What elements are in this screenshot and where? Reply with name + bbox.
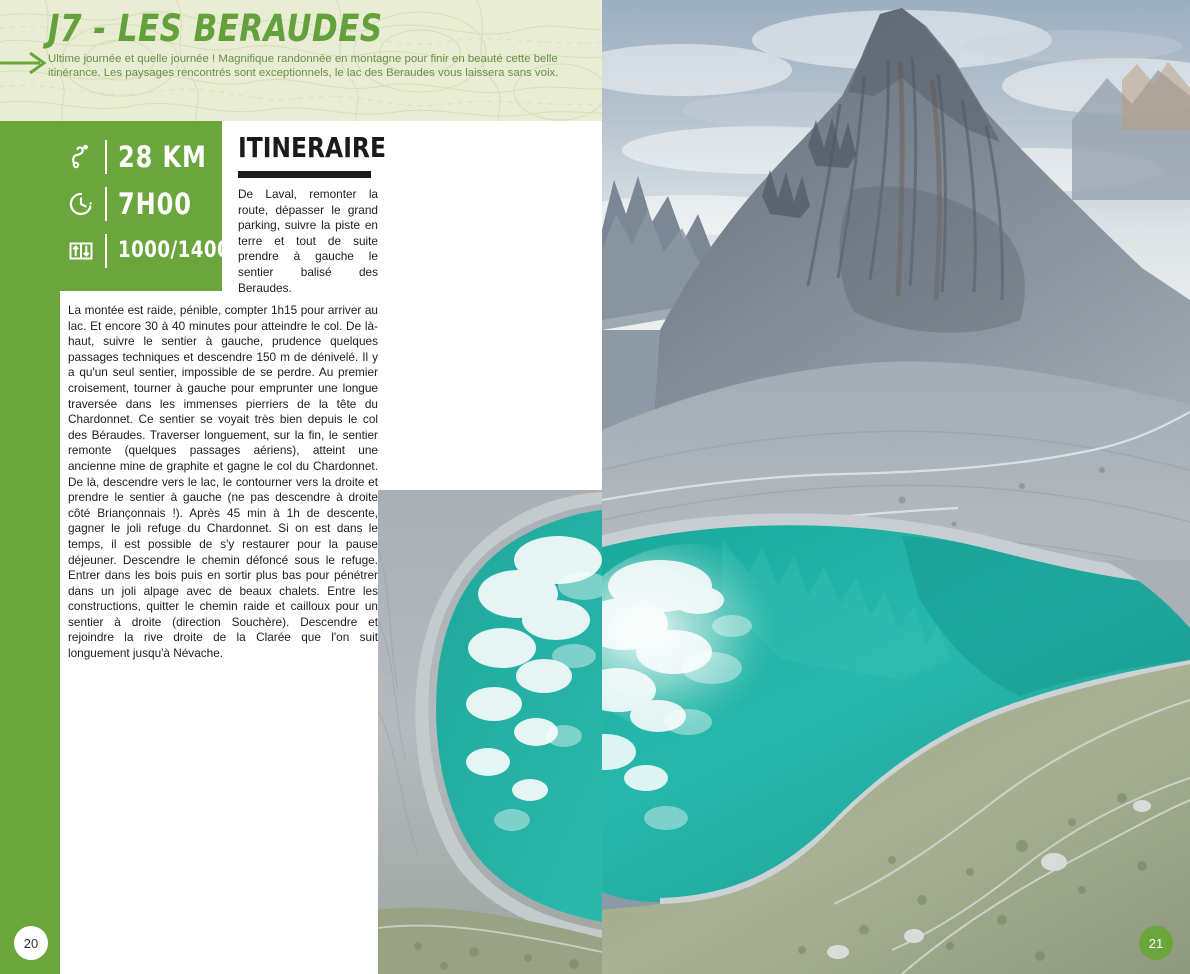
- header-banner: [0, 0, 602, 121]
- stat-divider: [105, 234, 107, 268]
- itinerary-column: [238, 131, 386, 296]
- page-number-left: 20: [14, 926, 48, 960]
- page-title: J7 - LES BERAUDES: [48, 7, 383, 50]
- stat-elevation-value: 1000/1400 M: [118, 238, 256, 263]
- stat-divider: [105, 140, 107, 174]
- stat-distance-value: 28 KM: [118, 139, 207, 174]
- itinerary-body-text: La montée est raide, pénible, compter 1h15 pour arriver au lac. Et encore 30 à 40 minutes pour atteindre le col. De là-haut, suivre le sentier à gauche, prudence quelques passages techniques et descendre 150 m de dénivelé. Il y a qu'un seul sentier, impossible de se perdre. Au premier croisement, tourner à gauche pour emprunter une longue traversée dans les immenses pierriers de la tête du Chardonnet. Ce sentier se voyait très bien depuis le col des Béraudes. Traverser longuement, sur la fin, le sentier remonte (quelques passages aériens), atteint une ancienne mine de graphite et gagne le col du Chardonnet. De là, descendre vers le lac, le contourner vers la droite et prendre le sentier à gauche (ne pas descendre à droite côté Briançonnais !). Après 45 min à 1h de descente, gagner le joli refuge du Chardonnet. Si on est dans le temps, il est possible de s'y restaurer pour la pause déjeuner. Descendre le chemin défoncé sous le refuge. Entrer dans les bois puis en sortir plus bas pour pénétrer dans un joli alpage avec de beaux chalets. Entre les constructions, quitter le chemin raide et cailloux pour un sentier à droite (direction Souchère). Descendre et rejoindre la rive droite de la Clarée que l'on suit longuement jusqu'à Névache.: [68, 303, 378, 661]
- photo-lower-left-extension: [378, 490, 602, 974]
- stat-duration-value: 7H00: [118, 186, 192, 221]
- itinerary-divider: [238, 171, 371, 178]
- clock-duration-icon: [66, 189, 96, 219]
- elevation-gain-loss-icon: [66, 236, 96, 266]
- header-subtitle: Ultime journée et quelle journée ! Magnifique randonnée en montagne pour finir en beauté cette belle itinérance. Les paysages rencontrés sont exceptionnels, le lac des Beraudes vous laissera sans voix.: [48, 53, 559, 80]
- stat-divider: [105, 187, 107, 221]
- route-distance-icon: [66, 142, 96, 172]
- itinerary-intro-text: De Laval, remonter la route, dépasser le grand parking, suivre la piste en terre et tout de suite prendre à gauche le sentier balisé des Beraudes.: [238, 187, 378, 295]
- trip-stats-box: [0, 121, 256, 291]
- itinerary-heading: ITINERAIRE: [238, 131, 386, 164]
- arrow-right-icon: [0, 52, 48, 74]
- lac-des-beraudes-photo: [602, 0, 1190, 974]
- page-number-right: 21: [1139, 926, 1173, 960]
